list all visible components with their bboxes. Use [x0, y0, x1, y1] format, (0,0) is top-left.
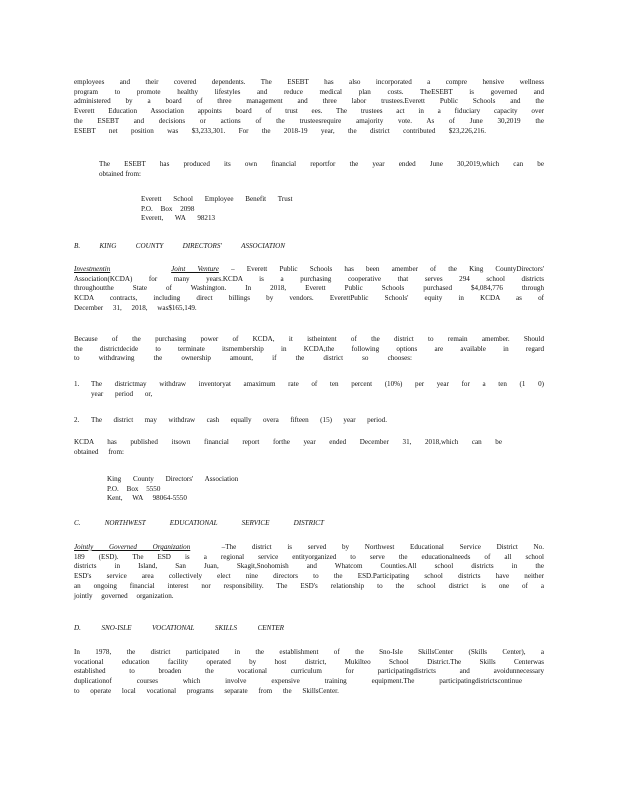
- text-line: an ongoing financial interest nor responsibility. The ESD's relationship to the school district is one of a: [74, 581, 544, 590]
- section-heading-c: C. NORTHWEST EDUCATIONAL SERVICE DISTRICT: [74, 519, 324, 527]
- text-line: established to broaden the vocational curriculum for participatingdistricts and avoidunnecessary: [74, 667, 544, 676]
- text-line: [74, 265, 544, 275]
- text-line: jointly governed organization.: [74, 591, 174, 600]
- text-line: to operate local vocational programs separate from the SkillsCenter.: [74, 686, 339, 695]
- text-span: –The district is served by Northwest Educational Service District No.: [221, 543, 544, 551]
- text-line: to withdrawing the ownership amount, if the district so chooses:: [74, 354, 412, 363]
- text-line: ESD's service area collectively elect nine directors to the ESD.Participating school districts have neither: [74, 572, 544, 581]
- kcda-report-paragraph: [74, 438, 544, 457]
- lead-in: Investmentin: [74, 265, 111, 273]
- lead-in: Joint Venture: [171, 265, 219, 273]
- text-line: administered by a board of three management and three labor trustees.Everett Public Schools and the: [74, 97, 544, 106]
- address-line: P.O. Box 2098: [141, 204, 195, 213]
- text-line: The ESEBT has produced its own financial reportfor the year ended June 30,2019,which can be: [99, 160, 544, 168]
- address-line: P.O. Box 5550: [107, 484, 161, 493]
- text-line: ESEBT net position was $3,233,301. For the 2018-19 year, the district contributed $23,226,216.: [74, 126, 486, 135]
- text-line: vocational education facility operated by host district, Mukilteo School District.The Skills Centerwas: [74, 657, 544, 666]
- text-line: duplicationof courses which involve expensive training equipment.The participatingdistrictscontinue: [74, 677, 522, 686]
- text-line: The district may withdraw cash equally overa fifteen (15) year period.: [91, 416, 387, 424]
- text-line: In 1978, the district participated in the establishment of the Sno-Isle SkillsCenter (Skills Center), a: [74, 648, 544, 656]
- list-number: 2.: [74, 416, 80, 424]
- address-line: Everett, WA 98213: [141, 214, 216, 223]
- text-line: obtained from:: [99, 169, 141, 178]
- ebt-report-paragraph: [99, 160, 544, 179]
- nwesd-paragraph: [74, 543, 544, 601]
- ebt-paragraph: [74, 78, 544, 136]
- text-line: the ESEBT and decisions or actions of the trusteesrequire amajority vote. As of June 30,2019 the: [74, 116, 544, 125]
- text-line: Because of the purchasing power of KCDA, it istheintent of the district to remain amember. Should: [74, 335, 544, 343]
- text-line: December 31, 2018, was$165,149.: [74, 303, 197, 312]
- section-heading-d: D. SNO-ISLE VOCATIONAL SKILLS CENTER: [74, 624, 284, 632]
- text-line: obtained from:: [74, 447, 124, 456]
- section-heading-b: B. KING COUNTY DIRECTORS' ASSOCIATION: [74, 242, 285, 250]
- text-line: year period or,: [91, 389, 153, 398]
- ebt-address: [141, 195, 293, 224]
- text-line: districts in Island, San Juan, Skagit,Snohomish and Whatcom Counties.All school districts in the: [74, 562, 544, 571]
- kcda-purchasing-paragraph: [74, 335, 544, 364]
- address-line: Kent, WA 98064-5550: [107, 494, 187, 503]
- text-line: throughoutthe State of Washington. In 2018, Everett Public Schools purchased $4,084,776 through: [74, 284, 544, 293]
- address-line: Everett School Employee Benefit Trust: [141, 195, 293, 203]
- kcda-address: [107, 475, 238, 504]
- text-line: employees and their covered dependents. The ESEBT has also incorporated a compre hensive wellness: [74, 78, 544, 86]
- text-line: [74, 543, 544, 553]
- text-line: Everett Education Association appoints board of trust ees. The trustees act in a fiduciary capacity over: [74, 107, 544, 116]
- text-line: program to promote healthy lifestyles and reduce medical plan costs. TheESEBT is governed and: [74, 87, 544, 96]
- address-line: King County Directors' Association: [107, 475, 239, 483]
- text-line: KCDA has published itsown financial report forthe year ended December 31, 2018,which can be: [74, 438, 502, 446]
- text-span: – Everett Public Schools has been amember of the King CountyDirectors': [231, 265, 544, 273]
- text-line: Association(KCDA) for many years.KCDA is a purchasing cooperative that serves 294 school districts: [74, 274, 544, 283]
- text-line: KCDA contracts, including direct billings by vendors. EverettPublic Schools' equity in KCDA as of: [74, 294, 544, 303]
- text-line: 189 (ESD). The ESD is a regional service entityorganized to serve the educationalneeds of all school: [74, 552, 544, 561]
- list-item: [91, 416, 387, 426]
- list-number: 1.: [74, 380, 80, 388]
- text-line: The districtmay withdraw inventoryat amaximum rate of ten percent (10%) per year for a ten (1 0): [91, 380, 544, 388]
- lead-in: Jointly Governed Organization: [74, 543, 191, 551]
- snoisle-paragraph: [74, 648, 544, 697]
- kcda-paragraph: [74, 265, 544, 314]
- list-item: [91, 380, 544, 399]
- text-line: the districtdecide to terminate itsmembership in KCDA,the following options are available in regard: [74, 344, 544, 353]
